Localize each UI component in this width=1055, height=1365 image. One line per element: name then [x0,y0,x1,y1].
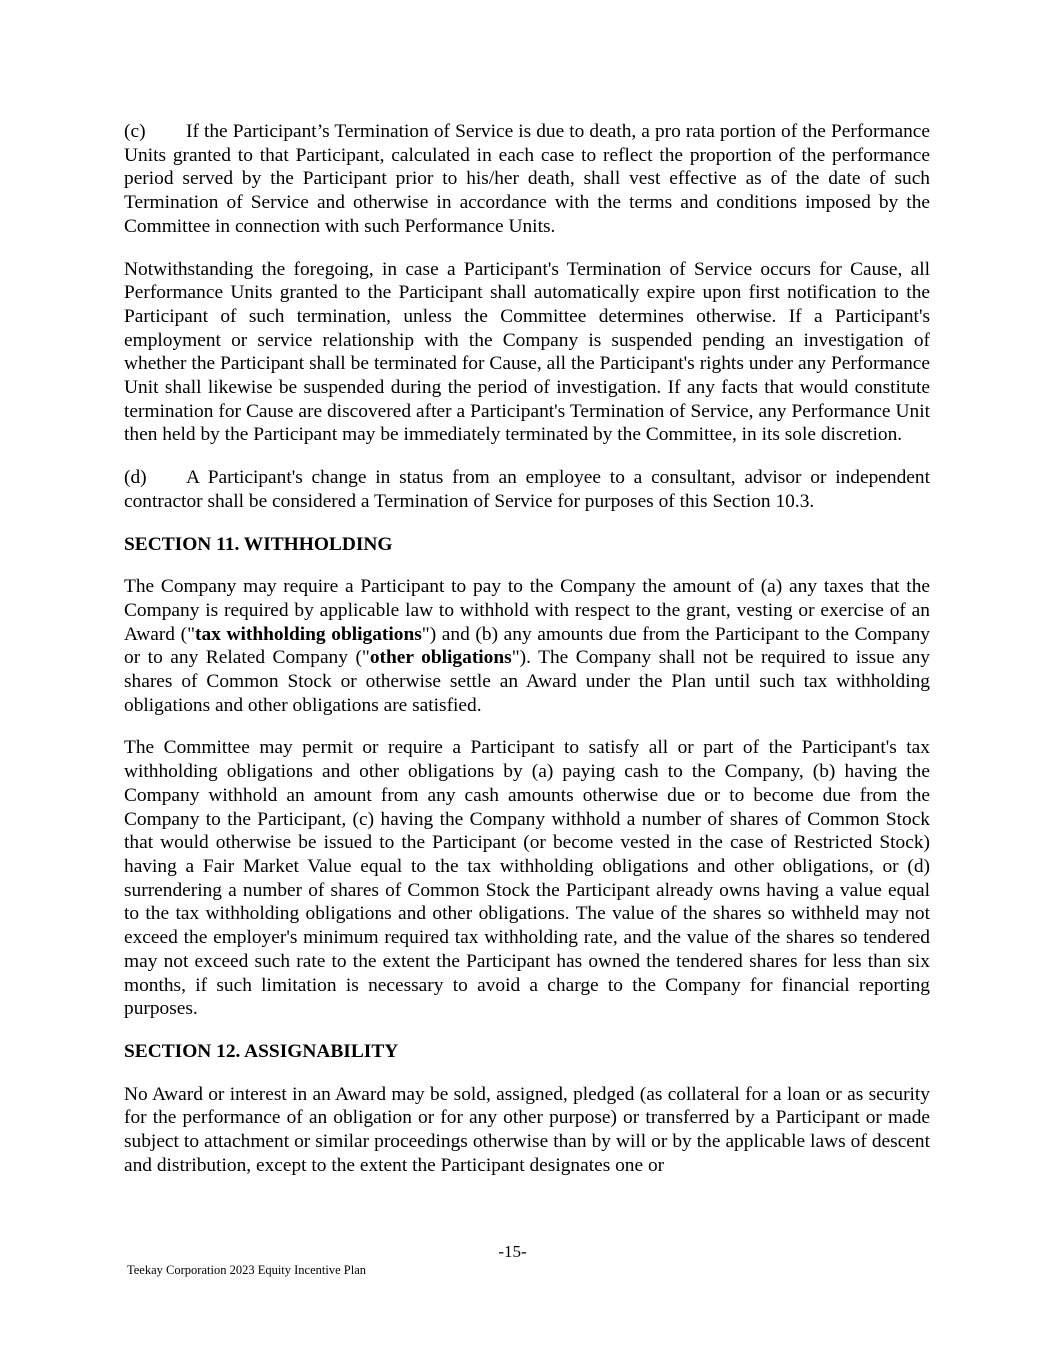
paragraph-d-label: (d) [124,467,147,489]
page-number: -15- [498,1242,527,1261]
paragraph-c-label: (c) [124,121,146,142]
s11-p1-bold-other-obligations: other obligations [369,647,512,669]
section-12-paragraph-1: No Award or interest in an Award may be sold, assigned, pledged (as collateral for a loan or as security for the performance of an obligation or for any other purpose) or transferred by a Participant or made subject to attachment or similar proceedings otherwise than by will or by the applicable laws of descent and distribution, except to the extent the Participant designates one or [124,1083,930,1176]
s11-p1-text-a: The Company may require a Participant to pay to the Company the amount of (a) any taxes that the Company is required by applicable law to withhold with respect to the grant, vesting or exercise of an Award (" [124,576,930,645]
s11-p1-text-b: ") and (b) any amounts due from the Participant to the Company or to any Related Company (" [124,623,930,669]
section-11-paragraph-2: The Committee may permit or require a Participant to satisfy all or part of the Participant's tax withholding obligations and other obligations by (a) paying cash to the Company, (b) having the Company withhold an amount from any cash amounts otherwise due or to become due from the Company to the Participant, (c) having the Company withhold a number of shares of Common Stock that would otherwise be issued to the Participant (or become vested in the case of Restricted Stock) having a Fair Market Value equal to the tax withholding obligations and other obligations, or (d) surrendering a number of shares of Common Stock the Participant already owns having a value equal to the tax withholding obligations and other obligations. The value of the shares so withheld may not exceed the employer's minimum required tax withholding rate, and the value of the shares so tendered may not exceed such rate to the extent the Participant has owned the tendered shares for less than six months, if such limitation is necessary to avoid a charge to the Company for financial reporting purposes. [124,737,930,1020]
paragraph-d-text: A Participant's change in status from an employee to a consultant, advisor or independent contractor shall be considered a Termination of Service for purposes of this Section 10.3. [124,467,930,512]
s11-p1-bold-tax-withholding: tax withholding obligations [195,623,422,645]
paragraph-c-text: If the Participant’s Termination of Service is due to death, a pro rata portion of the Performance Units granted to that Participant, calculated in each case to reflect the proportion of the performance period served by the Participant prior to his/her death, shall vest effective as of the date of such Termination of Service and otherwise in accordance with the terms and conditions imposed by the Committee in connection with such Performance Units. [124,121,930,237]
paragraph-d [124,466,930,513]
paragraph-notwithstanding: Notwithstanding the foregoing, in case a Participant's Termination of Service occurs for Cause, all Performance Units granted to the Participant shall automatically expire upon first notification to the Participant of such termination, unless the Committee determines otherwise. If a Participant's employment or service relationship with the Company is suspended pending an investigation of whether the Participant shall be terminated for Cause, all the Participant's rights under any Performance Unit shall likewise be suspended during the period of investigation. If any facts that would constitute termination for Cause are discovered after a Participant's Termination of Service, any Performance Unit then held by the Participant may be immediately terminated by the Committee, in its sole discretion. [124,258,930,446]
document-body [124,120,930,1196]
paragraph-c [124,120,930,239]
section-11-heading: SECTION 11. WITHHOLDING [124,533,393,555]
section-12-heading: SECTION 12. ASSIGNABILITY [124,1040,399,1062]
section-11-paragraph-1 [124,575,930,717]
s11-p1-text-c: "). The Company shall not be required to issue any shares of Common Stock or otherwise settle an Award under the Plan until such tax withholding obligations and other obligations are satisfied. [124,647,930,716]
footer-document-title: Teekay Corporation 2023 Equity Incentive Plan [127,1263,366,1277]
